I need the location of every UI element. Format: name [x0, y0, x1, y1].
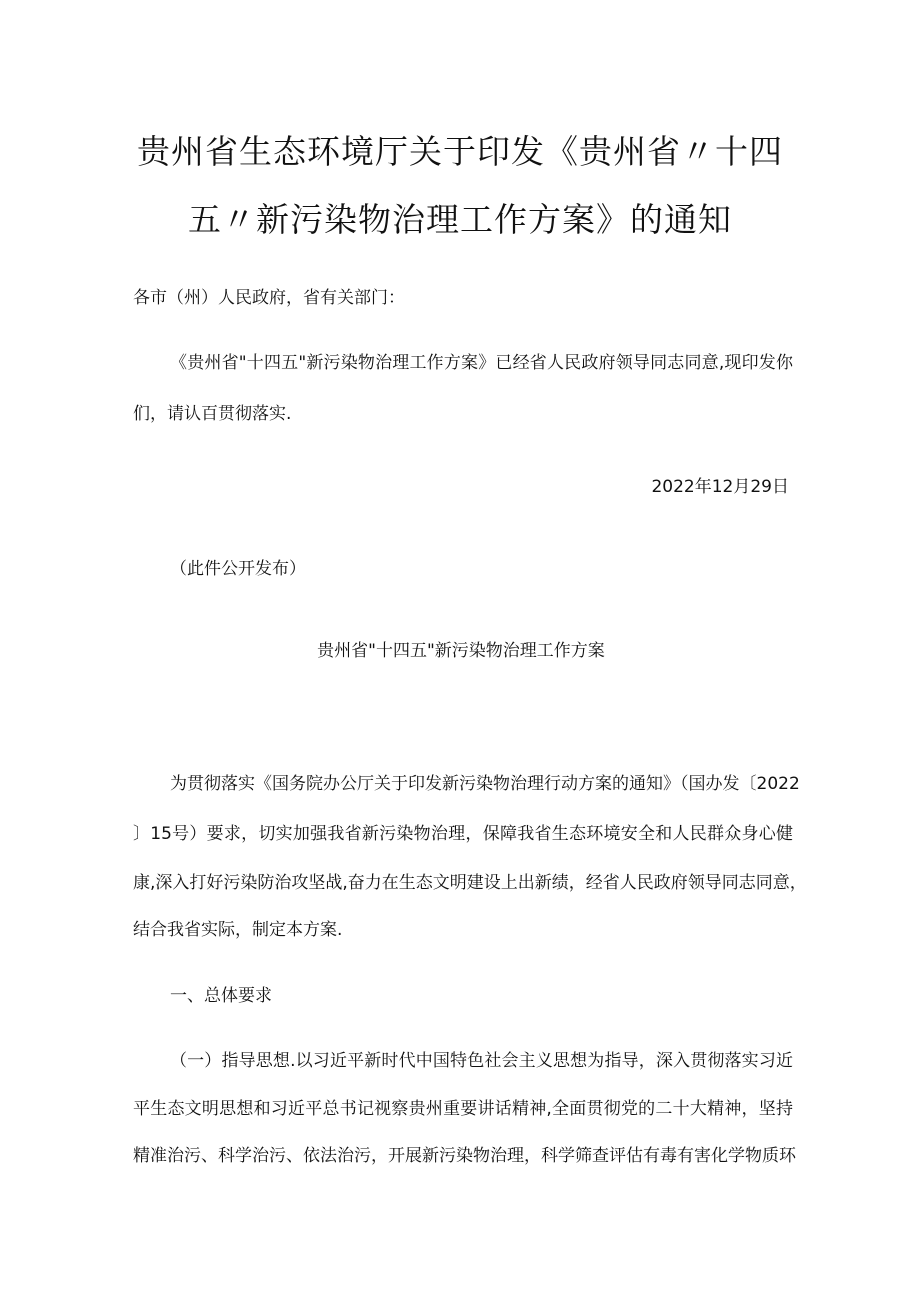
paragraph-line: 《贵州省"十四五"新污染物治理工作方案》已经省人民政府领导同志同意,现印发你: [170, 353, 793, 373]
document-date: 2022年12月29日: [651, 477, 789, 497]
paragraph-line: 结合我省实际，制定本方案.: [133, 920, 343, 940]
paragraph-line: 平生态文明思想和习近平总书记视察贵州重要讲话精神,全面贯彻党的二十大精神，坚持: [133, 1099, 793, 1119]
plan-title: 贵州省"十四五"新污染物治理工作方案: [317, 641, 605, 661]
document-title-line-1: 贵州省生态环境厅关于印发《贵州省〃十四: [137, 132, 783, 171]
paragraph-line: 为贯彻落实《国务院办公厅关于印发新污染物治理行动方案的通知》（国办发〔2022: [170, 774, 800, 794]
section-heading: 一、总体要求: [170, 986, 272, 1006]
publish-note: （此件公开发布）: [170, 559, 306, 579]
paragraph-line: 精准治污、科学治污、依法治污，开展新污染物治理，科学筛查评估有毒有害化学物质环: [133, 1146, 796, 1166]
paragraph-line: 〕15号）要求，切实加强我省新污染物治理，保障我省生态环境安全和人民群众身心健: [133, 824, 793, 844]
salutation: 各市（州）人民政府，省有关部门：: [133, 288, 405, 308]
paragraph-line: 们，请认百贯彻落实.: [133, 404, 292, 424]
document-title-line-2: 五〃新污染物治理工作方案》的通知: [188, 200, 732, 239]
paragraph-line: 康,深入打好污染防治攻坚战,奋力在生态文明建设上出新绩，经省人民政府领导同志同意，: [133, 873, 807, 893]
paragraph-line: （一）指导思想.以习近平新时代中国特色社会主义思想为指导，深入贯彻落实习近: [170, 1051, 793, 1071]
